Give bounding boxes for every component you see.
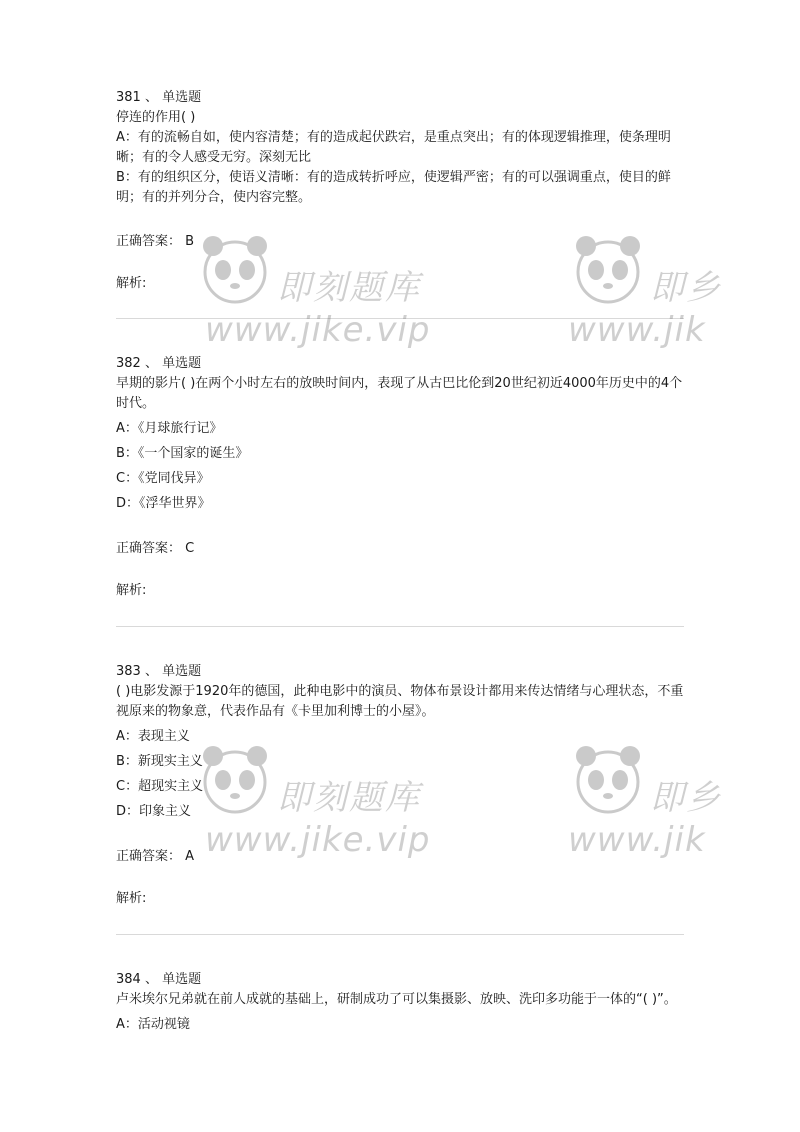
- answer-381: [116, 232, 194, 252]
- panda-icon: [568, 230, 648, 310]
- answer-value: B: [185, 234, 195, 249]
- question-stem: ( )电影发源于1920年的德国，此种电影中的演员、物体布景设计都用来传达情绪与心理状态，不重视原来的物象意，代表作品有《卡里加利博士的小屋》。: [116, 684, 684, 719]
- analysis-383: 解析:: [116, 891, 147, 906]
- question-stem: 早期的影片( )在两个小时左右的放映时间内，表现了从古巴比伦到20世纪初近4000年历史中的4个时代。: [116, 376, 683, 411]
- option-a: A：活动视镜: [116, 1017, 190, 1032]
- watermark-brand: 即乡: [650, 268, 722, 308]
- question-381: [116, 88, 686, 208]
- watermark-url: www.jike.vip: [205, 820, 431, 860]
- option-a: A：有的流畅自如，使内容清楚；有的造成起伏跌宕，是重点突出；有的体现逻辑推理，使条理明晰；有的令人感受无穷。深刻无比: [116, 130, 671, 165]
- option-list: [116, 419, 686, 514]
- watermark-brand: 即刻题库: [277, 778, 421, 818]
- question-384: [116, 970, 686, 1040]
- option-c: C：《党同伐异》: [116, 471, 210, 486]
- answer-label: 正确答案：: [116, 541, 182, 556]
- question-header: 382 、 单选题: [116, 356, 202, 371]
- question-header: 383 、 单选题: [116, 664, 202, 679]
- watermark-url: www.jike.vip: [205, 310, 431, 350]
- answer-value: A: [185, 849, 195, 864]
- question-383: [116, 662, 686, 827]
- option-list: [116, 1015, 686, 1035]
- question-382: [116, 354, 686, 519]
- watermark-brand: 即刻题库: [277, 268, 421, 308]
- option-list: [116, 128, 686, 208]
- option-d: D：《浮华世界》: [116, 496, 211, 511]
- divider: [116, 626, 684, 627]
- question-stem: 停连的作用( ): [116, 110, 196, 125]
- answer-label: 正确答案：: [116, 234, 182, 249]
- option-b: B：新现实主义: [116, 754, 203, 769]
- watermark-url: www.jik: [568, 820, 706, 860]
- answer-value: C: [185, 541, 195, 556]
- answer-label: 正确答案：: [116, 849, 182, 864]
- option-c: C：超现实主义: [116, 779, 204, 794]
- divider: [116, 318, 684, 319]
- analysis-381: 解析:: [116, 276, 147, 291]
- option-list: [116, 727, 686, 822]
- divider: [116, 934, 684, 935]
- option-d: D：印象主义: [116, 804, 192, 819]
- option-b: B：《一个国家的诞生》: [116, 446, 249, 461]
- analysis-382: 解析:: [116, 583, 147, 598]
- watermark-brand: 即乡: [650, 778, 722, 818]
- panda-icon: [195, 230, 275, 310]
- option-b: B：有的组织区分，使语义清晰：有的造成转折呼应，使逻辑严密；有的可以强调重点，使目的鲜明；有的并列分合，使内容完整。: [116, 170, 671, 205]
- question-header: 381 、 单选题: [116, 90, 202, 105]
- option-a: A：表现主义: [116, 729, 190, 744]
- watermark-url: www.jik: [568, 310, 706, 350]
- option-a: A：《月球旅行记》: [116, 421, 223, 436]
- question-header: 384 、 单选题: [116, 972, 202, 987]
- answer-382: [116, 539, 194, 559]
- question-stem: 卢米埃尔兄弟就在前人成就的基础上，研制成功了可以集摄影、放映、洗印多功能于一体的“( )”。: [116, 992, 677, 1007]
- answer-383: [116, 847, 194, 867]
